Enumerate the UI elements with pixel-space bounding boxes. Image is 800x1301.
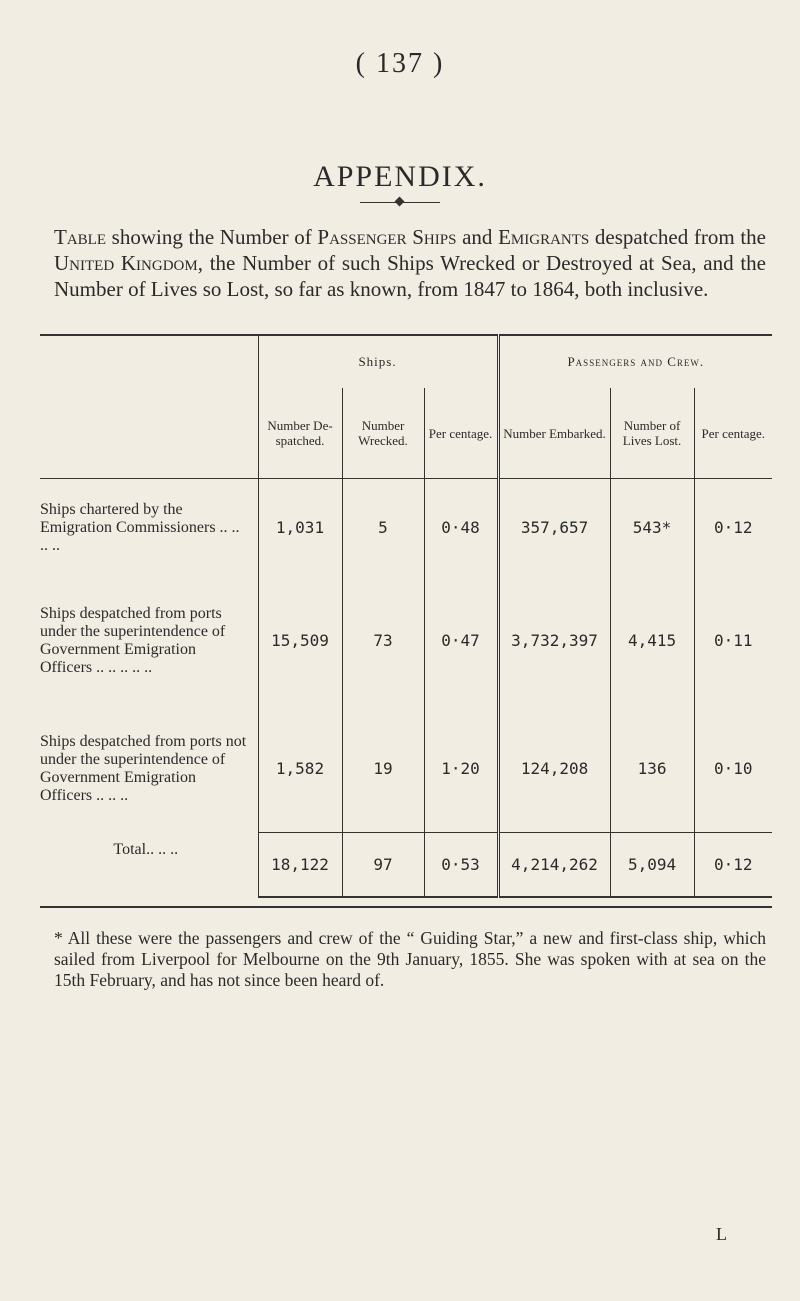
- caption-text-1: showing the Number of: [106, 225, 318, 249]
- total-embarked: 4,214,262: [498, 833, 610, 897]
- col-ship-percentage: Per centage.: [424, 388, 498, 479]
- col-life-percentage: Per centage.: [694, 388, 772, 479]
- table-row: [40, 479, 772, 577]
- cell-despatched: 1,031: [258, 479, 342, 577]
- emigration-table: [40, 334, 772, 908]
- caption-text-2: and: [456, 225, 499, 249]
- ornament-rule: [360, 198, 440, 208]
- cell-lost: 543*: [610, 479, 694, 577]
- footnote: * All these were the passengers and crew of the “ Guiding Star,” a new and first-class ship, which sailed from Liverpool for Melbourne on the 9th January, 1855. She was spoken with at sea on the 15th February, and has not since been heard of.: [54, 928, 766, 990]
- cell-ship-pct: 0·48: [424, 479, 498, 577]
- cell-despatched: 15,509: [258, 577, 342, 705]
- table-row: [40, 705, 772, 833]
- total-wrecked: 97: [342, 833, 424, 897]
- caption-passenger-ships: Passenger Ships: [317, 225, 457, 249]
- caption-text-4: the Number of such Ships Wrecked or Destroyed at Sea, and the Number of Lives so Lost, so far as known, from 1847 to 1864, both inclusive.: [54, 251, 766, 301]
- header-blank-sub: [40, 388, 258, 479]
- caption-united-kingdom: United Kingdom,: [54, 251, 203, 275]
- col-number-embarked: Number Embarked.: [498, 388, 610, 479]
- total-label: Total.. .. ..: [113, 840, 179, 858]
- row-label: Ships despatched from ports under the superintendence of Government Emigration Officers .. .. .. .. ..: [40, 604, 226, 676]
- col-number-despatched: Number De-spatched.: [258, 388, 342, 479]
- cell-lost: 136: [610, 705, 694, 833]
- cell-despatched: 1,582: [258, 705, 342, 833]
- signature-mark: L: [716, 1224, 727, 1244]
- cell-wrecked: 73: [342, 577, 424, 705]
- total-row: [40, 833, 772, 897]
- group-passengers: Passengers and Crew.: [498, 335, 772, 388]
- cell-ship-pct: 0·47: [424, 577, 498, 705]
- col-number-wrecked: Number Wrecked.: [342, 388, 424, 479]
- group-header-row: [40, 335, 772, 388]
- total-ship-pct: 0·53: [424, 833, 498, 897]
- caption-lead: Table: [54, 225, 106, 249]
- header-blank: [40, 335, 258, 388]
- caption-text-3: despatched from the: [589, 225, 766, 249]
- bottom-rule: [40, 897, 772, 907]
- table-caption: [54, 224, 766, 302]
- column-header-row: [40, 388, 772, 479]
- cell-life-pct: 0·12: [694, 479, 772, 577]
- total-lost: 5,094: [610, 833, 694, 897]
- table-row: [40, 577, 772, 705]
- cell-wrecked: 19: [342, 705, 424, 833]
- row-label: Ships chartered by the Emigration Commissioners .. .. .. ..: [40, 500, 240, 554]
- col-lives-lost: Number of Lives Lost.: [610, 388, 694, 479]
- ornament-diamond: [395, 197, 405, 207]
- total-despatched: 18,122: [258, 833, 342, 897]
- appendix-heading: APPENDIX.: [313, 160, 487, 193]
- cell-life-pct: 0·11: [694, 577, 772, 705]
- cell-embarked: 124,208: [498, 705, 610, 833]
- cell-embarked: 357,657: [498, 479, 610, 577]
- total-life-pct: 0·12: [694, 833, 772, 897]
- page-number: ( 137 ): [355, 48, 445, 79]
- cell-wrecked: 5: [342, 479, 424, 577]
- row-label: Ships despatched from ports not under the superintendence of Government Emigration Officers .. .. ..: [40, 732, 247, 804]
- group-ships: Ships.: [258, 335, 498, 388]
- bottom-rule-row: [40, 897, 772, 907]
- cell-life-pct: 0·10: [694, 705, 772, 833]
- caption-emigrants: Emigrants: [498, 225, 590, 249]
- cell-embarked: 3,732,397: [498, 577, 610, 705]
- cell-ship-pct: 1·20: [424, 705, 498, 833]
- cell-lost: 4,415: [610, 577, 694, 705]
